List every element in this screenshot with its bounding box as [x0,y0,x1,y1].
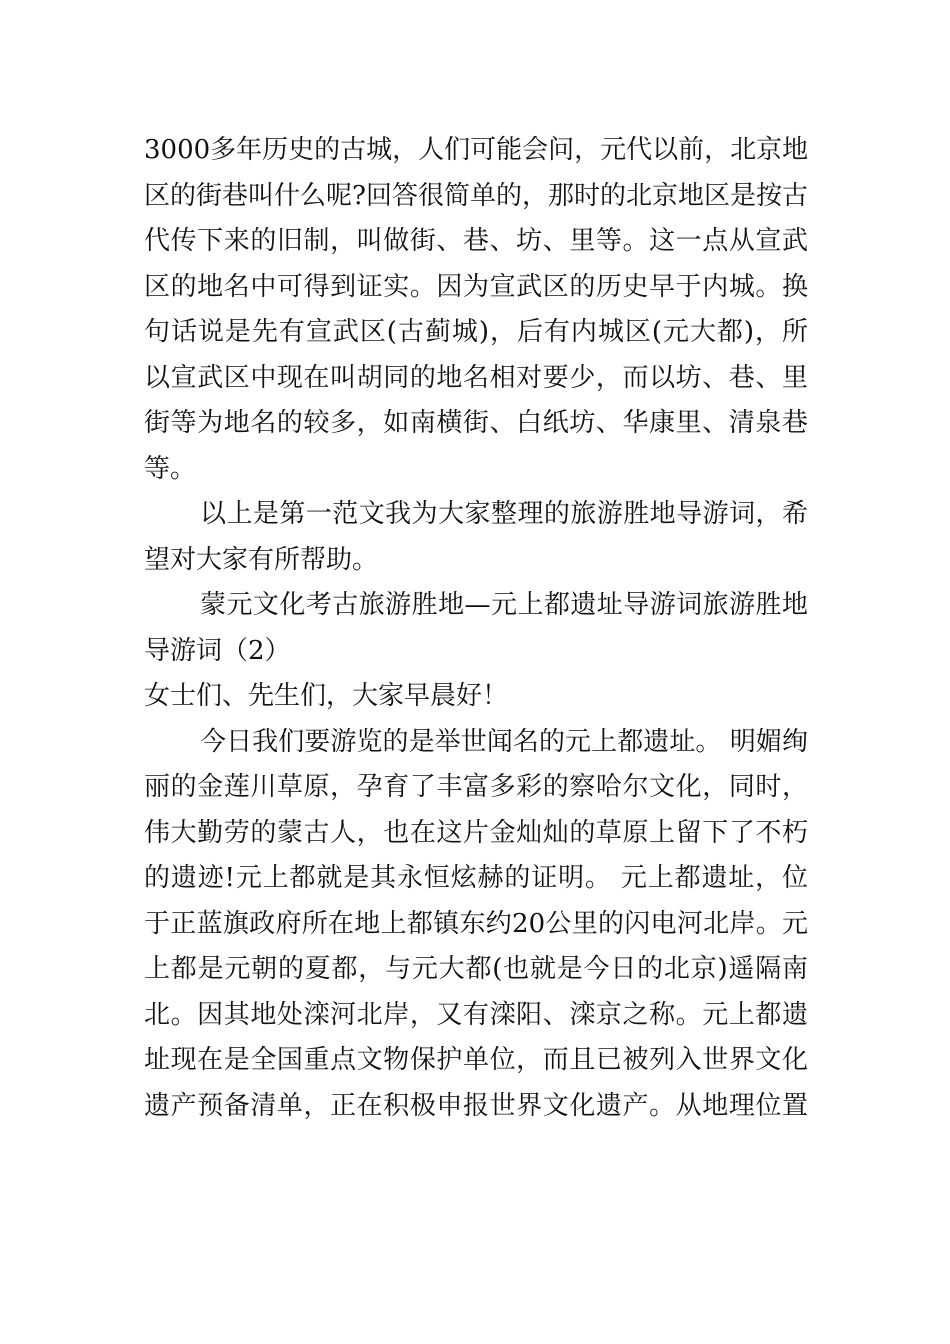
text-line: 望对大家有所帮助。 [144,544,379,575]
text-line: 蒙元文化考古旅游胜地—元上都遗址导游词旅游胜地 [200,590,808,620]
text-line: 上都是元朝的夏都，与元大都(也就是今日的北京)遥隔南 [144,954,808,984]
text-line: 导游词（2） [144,635,291,666]
text-line: 今日我们要游览的是举世闻名的元上都遗址。 明媚绚 [200,726,808,757]
text-line: 区的街巷叫什么呢?回答很简单的，那时的北京地区是按古 [144,180,808,211]
document-body [144,128,808,1129]
text-line: 女士们、先生们，大家早晨好！ [144,681,509,711]
text-line: 等。 [144,453,197,484]
text-line: 的遗迹!元上都就是其永恒炫赫的证明。 元上都遗址，位 [144,863,808,893]
text-line: 伟大勤劳的蒙古人，也在这片金灿灿的草原上留下了不朽 [144,817,808,848]
text-line: 丽的金莲川草原，孕育了丰富多彩的察哈尔文化，同时， [144,772,808,802]
text-line: 址现在是全国重点文物保护单位，而且已被列入世界文化 [144,1045,808,1075]
text-line: 北。因其地处滦河北岸，又有滦阳、滦京之称。元上都遗 [144,999,808,1030]
text-line: 3000多年历史的古城，人们可能会问，元代以前，北京地 [144,135,809,165]
text-line: 街等为地名的较多，如南横街、白纸坊、华康里、清泉巷 [144,408,808,438]
text-line: 遗产预备清单，正在积极申报世界文化遗产。从地理位置 [144,1090,808,1121]
text-line: 区的地名中可得到证实。因为宣武区的历史早于内城。换 [144,271,808,302]
text-line: 代传下来的旧制，叫做街、巷、坊、里等。这一点从宣武 [144,226,808,256]
text-line: 以上是第一范文我为大家整理的旅游胜地导游词，希 [200,499,808,529]
text-line: 以宣武区中现在叫胡同的地名相对要少，而以坊、巷、里 [144,362,808,393]
text-line: 句话说是先有宣武区(古蓟城)，后有内城区(元大都)，所 [144,317,808,347]
text-line: 于正蓝旗政府所在地上都镇东约20公里的闪电河北岸。元 [144,908,808,939]
